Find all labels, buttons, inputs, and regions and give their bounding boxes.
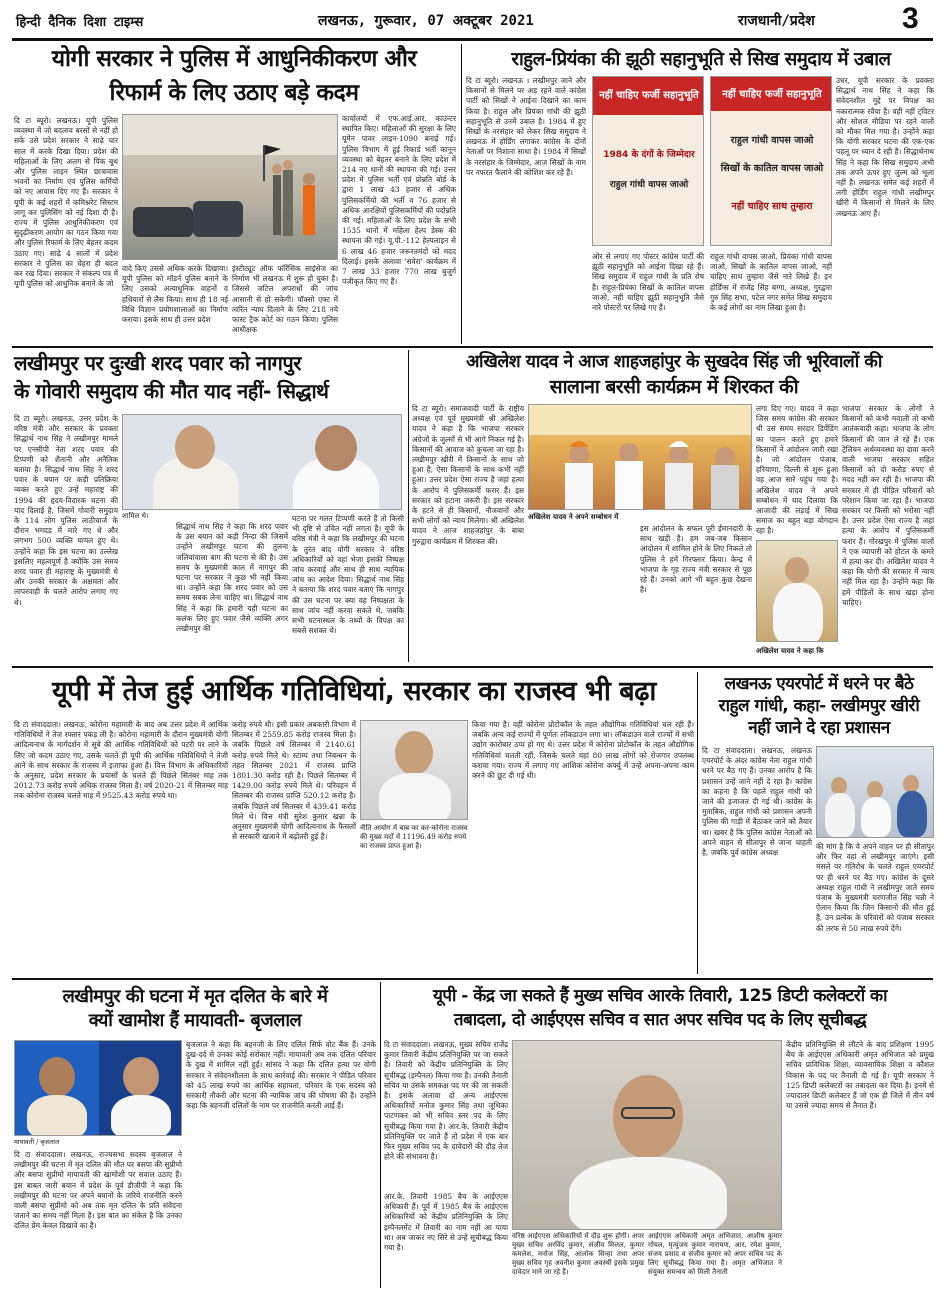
horizontal-rule-1: [12, 346, 933, 348]
headline-akhilesh-2: सालाना बरसी कार्यक्रम में शिरकत की: [549, 376, 799, 398]
tiwari-body: [569, 1157, 727, 1230]
akhilesh-photo: [528, 404, 752, 510]
headline-mayawati-1: लखीमपुर की घटना में मृत दलित के बारे में: [62, 986, 328, 1007]
headline-airport-1: लखनऊ एयरपोर्ट में धरने पर बैठे: [724, 674, 914, 694]
airport-col-1: दि टा संवाददाता। लखनऊ, लखनऊ एयरपोर्ट के अंदर कांग्रेस नेता राहुल गांधी धरने पर बैठ गए हैं। उनका आरोप है कि प्रशासन उन्हें जाने नहीं दे रहा है। कांग्रेस का कहना है कि पहले राहुल गांधी को जाने की इजाजत दी गई थी। कांग्रेस के मुताबिक, राहुल गांधी को प्रशासन अपनी पुलिस की गाड़ी में बैठाकर जाने को तैयार था। खबर है कि पुलिस कांग्रेस नेताओं को अपने वाहन से सीतापुर से जाना चाहती है, जबकि पूर्व कांग्रेस अध्यक्ष: [702, 746, 812, 858]
column-divider-bottom: [380, 982, 381, 1288]
mayawati-head: [39, 1057, 75, 1097]
caption-brijlal: बृजलाल: [40, 1138, 60, 1146]
airport-person-1-body: [825, 793, 855, 837]
revenue-col-1: दि टा संवाददाता। लखनऊ, कोरोना महामारी के बाद अब उत्तर प्रदेश में आर्थिक गतिविधियों ने तेज रफ्तार पकड़ ली है। कोरोना महामारी के दौरान मुख्यमंत्री योगी आदित्यनाथ के मार्गदर्शन में सूबे की आर्थिक गतिविधियों को पटरी पर लाने के लिए जो कदम उठाए गए, उसके चलते ही यूपी की आर्थिक गतिविधियों ने तेजी आने के साथ सरकार के राजस्व में इजाफा हुआ है। वित्त विभाग के अधिकारियों के अनुसार, प्रदेश सरकार के प्रयासों के चलते ही पिछले सितंबर माह तक 2012.73 करोड़ रुपये अधिक राजस्व मिला है। वर्ष 2020-21 में सितम्बर माह तक कोरोना राजस्व चलते माह में 9525.43 करोड़ रुपये था।: [14, 720, 228, 801]
poster-2-line-2: राहुल गांधी वापस जाओ: [730, 135, 814, 146]
column-divider-low: [697, 672, 698, 974]
headline-akhilesh-1: अखिलेश यादव ने आज शाहजहांपुर के सुखदेव सिंह जी भूरिवालों की: [466, 352, 882, 372]
horizontal-rule-2: [12, 666, 933, 668]
headline-pawar-2: के गोवारी समुदाय की मौत याद नहीं- सिद्धार्थ: [14, 379, 329, 403]
rahul-sikh-col-2: ओर से लगाए गए पोस्टर कांग्रेस पार्टी की झूठी सहानुभूति को आईना दिखा रहे हैं। सिख समुदाय में राहुल गांधी के प्रति रोष है। राहुल-प्रियंका सिखों के कातिल वापस जाओ, नहीं चाहिए झूठी सहानुभूति जैसे नारे पोस्टरों पर लिखे गए हैं।: [592, 252, 704, 313]
akhilesh-col-1: दि टा ब्यूरो। समाजवादी पार्टी के राष्ट्रीय अध्यक्ष एवं पूर्व मुख्यमंत्री श्री अखिलेश यादव ने कहा है कि भाजपा सरकार अंग्रेजों के जुल्मों से भी आगे निकल गई है। किसानों की आवाज को कुचला जा रहा है। लखीमपुर खीरी में किसानों के साथ जो हुआ है, ऐसा किसानों के साथ कभी नहीं हुआ। उत्तर प्रदेश ऐसा राज्य है जहां हत्या के आरोप में पुलिसकर्मी फरार हैं। इस सरकार को हटाना जरूरी है। इस सरकार के हटने से ही किसानों, नौजवानों और सभी लोगों को न्याय मिलेगा। श्री अखिलेश यादव ने आज शाहजहांपुर के बाबा गुरुद्वारा कार्यक्रम में शिरकत की।: [412, 404, 524, 546]
sikh-poster-photo-1: [592, 76, 704, 246]
poster-1-line-2: 1984 के दंगों के जिम्मेदार: [603, 150, 695, 160]
tiwari-col-3: केंद्रीय प्रतिनियुक्ति से लौटने के बाद प्रशिक्षण 1995 बैच के आईएएस अधिकारी अमृत अभिजात को प्रमुख सचिव प्राविधिक शिक्षा, व्यावसायिक शिक्षा व कौशल विकास के पद पर तैनाती दी गई है। यूपी सरकार ने 125 डिप्टी कलेक्टरों का तबादला कर दिया है। इनमें से ज्यादातर डिप्टी कलेक्टर हैं जो एक ही जिले में तीन वर्ष या उससे ज्यादा समय से तैनात हैं।: [786, 1040, 934, 1111]
brijlal-body: [111, 1095, 171, 1136]
pawar-head: [315, 425, 357, 471]
masthead: [0, 0, 945, 40]
police-photo: [122, 114, 338, 260]
revenue-photo: [360, 720, 468, 820]
headline-mayawati-2: क्यों खामोश हैं मायावती- बृजलाल: [88, 1010, 302, 1031]
revenue-col-2: करोड़ रुपये थी। इसी प्रकार अबकारी विभाग में सितम्बर में 2559.85 करोड़ राजस्व मिला है। जबकि पिछले वर्ष सितम्बर में 2140.61 करोड़ रुपये मिले थे। स्टाम्प तथा निबन्धन के तहत सितम्बर 2021 में राजस्व प्राप्ति 1801.30 करोड़ रही है। पिछले सितम्बर में 1429.00 करोड़ रुपये मिले थे। परिवहन में सितम्बर की राजस्व प्राप्ति 520.12 करोड़ है। जबकि पिछले वर्ष सितम्बर में 439.41 करोड़ मिले थे। वित्त मंत्री सुरेश कुमार खन्ना के अनुसार मुख्यमंत्री योगी आदित्यनाथ के फैसलों से सरकारी खजाने में बढ़ोतरी हुई है।: [232, 720, 356, 842]
page-number: 3: [902, 2, 919, 35]
police-col-2: वादे किए उससे अधिक करके दिखाया। यूपी पुलिस को मॉडर्न पुलिस बनाने के लिए उसको अत्याधुनिक वाहनों व हथियारों से लैस किया। साथ ही 18 नई विधि विज्ञान प्रयोगशालाओं का निर्माण कराया। इसके साथ ही उत्तर प्रदेश: [122, 264, 228, 325]
siddharth-head: [175, 425, 215, 469]
headline-pawar-1: लखीमपुर पर दुःखी शरद पवार को नागपुर: [14, 351, 301, 375]
headline-rahul-sikh: राहुल-प्रियंका की झूठी सहानुभूति से सिख समुदाय में उबाल: [511, 49, 891, 70]
poster-2-line-3: सिखों के कातिल वापस जाओ: [720, 163, 824, 174]
tiwari-caption-1: वरिष्ठ आईएएस अधिकारियों में दौड़ शुरू होगी। अपर मुख्य सचिव अरविंद कुमार, संजीव मित्तल, कुमार कमलेश, मनोज सिंह, आलोक सिन्हा तथा अपर मुख्य सचिव गृह अवनीश कुमार अवस्थी इसके प्रमुख दावेदार माने जा रहे हैं।: [512, 1232, 644, 1276]
headline-tiwari-1: यूपी - केंद्र जा सकते हैं मुख्य सचिव आरके तिवारी, 125 डिप्टी कलेक्टरों का: [432, 986, 888, 1006]
headline-airport-3: नहीं जाने दे रहा प्रशासन: [748, 718, 890, 738]
mayawati-col-2: बृजलाल ने कहा कि बहनजी के लिए दलित सिर्फ वोट बैंक हैं। उनके दुख-दर्द से उनका कोई सरोकार नहीं। मायावती अब तक दलित परिवार के दुख में शामिल नहीं हुईं। सांसद ने कहा कि दलित हत्या पर योगी सरकार ने संवेदनशीलता के साथ कार्रवाई की। सरकार ने पीड़ित परिवार को 45 लाख रुपये का आर्थिक सहायता, परिवार के एक सदस्य को सरकारी नौकरी और घटना की न्यायिक जांच की घोषणा की है। उन्होंने कहा कि बहनजी दलितों के नाम पर राजनीति करती आई हैं।: [186, 1040, 376, 1111]
tiwari-col-2: आर.के. तिवारी 1985 बैच के आईएएस अधिकारी हैं। पूर्व में 1985 बैच के आईएएस अधिकारियों को केंद्रीय प्रतिनियुक्ति के लिए इम्पैनलमेंट में तिवारी का नाम नहीं आ पाया था। अब जाकर नए सिरे से उन्हें सूचीबद्ध किया गया है।: [384, 1192, 508, 1253]
tiwari-caption-2: आईएएस अधिकारी अमृत अभिजात, आशीष कुमार गोयल, मृत्युंजय कुमार नारायण, आर. रमेश कुमार, संजय प्रसाद व संजीव कुमार को अपर सचिव पद के लिए सूचीबद्ध किया गया है। अमृत अभिजात ने संयुक्त समन्वय को मिली तैनाती: [648, 1232, 782, 1276]
police-col-4: कार्यालयों में एफ.आई.आर. काउन्टर स्थापित किए। महिलाओं की सुरक्षा के लिए यूमेन पावर लाइन-1090 बनाई गई। पुलिस विभाग में हुई रिकार्ड भर्ती कानून व्यवस्था को बेहतर बनाने के लिए प्रदेश में 214 नए थानों की स्थापना की गई। उत्तर प्रदेश में पुलिस भर्ती एवं प्रोन्नति बोर्ड के द्वारा 1 लाख 43 हजार से अधिक पुलिसकर्मियों की भर्ती व 76 हजार से अधिक आरक्षियों पुलिसकर्मियों की पदोन्नति की गई। महिलाओं के लिए प्रदेश के सभी 1535 थानों में महिला हेल्प डेस्क की स्थापना की गई। यू.पी.-112 हेल्पलाइन से 6 लाख 46 हजार जरूरतमंदों को मदद दिलाई। इसके अलावा 'सवेरा' कार्यक्रम में 7 लाख 33 हजार 770 लाख बुजुर्ग पंजीकृत किए गए हैं।: [342, 114, 456, 287]
police-col-1: दि टा ब्यूरो। लखनऊ। यूपी पुलिस व्यवस्था में जो बदलाव बरसों से नहीं हो सके उसे प्रदेश सरकार ने साढ़े चार साल में करके दिखा दिया। प्रदेश की महिलाओं के लिए अलग से पिंक बूथ और पुलिस लाइन स्थित छात्रावास भवनों का निर्माण एवं पुलिस कर्मियों को नए आवास दिए गए हैं। सरकार ने यूपी के कई शहरों में कमिश्नरेट सिस्टम लागू कर पुलिसिंग को नई दिशा दी है। राज्य में पुलिस आधुनिकीकरण एवं सुदृढ़ीकरण आयोग का गठन किया गया और पुलिस रिफार्म के लिए बेहतर कदम उठाए गए। साढ़े 4 सालों में प्रदेश सरकार ने पुलिस का चेहरा ही बदल कर रख दिया। सरकार ने संकल्प पत्र में यूपी पुलिस को आधुनिक बनाने के जो: [14, 116, 118, 289]
police-event-illustration: [123, 115, 338, 260]
poster-2-line-4: नहीं चाहिए साथ तुम्हारा: [731, 201, 813, 212]
akhilesh-photo-2-body: [773, 583, 823, 642]
poster-1-line-1: नहीं चाहिए फर्जी सहानुभूति: [599, 90, 699, 101]
pawar-photo: [122, 414, 402, 510]
pawar-col-3: घटना पर गलत टिप्पणी करते हैं तो किसी भी दृष्टि से उचित नहीं लगता है। यूपी के वरिष्ठ मंत्री ने कहा कि लखीमपुर की घटना के तुरंत बाद योगी सरकार ने वरिष्ठ अधिकारियों को वहां भेजा इसकी निष्पक्ष जांच करवाई और साथ ही साथ न्यायिक जांच का आदेश दिया। सिद्धार्थ नाथ सिंह ने बताया कि शरद पवार बताएं कि नागपुर की उस घटना पर क्या वह निष्पक्षता के साथ जांच नहीं करवा सकते थे, जबकि सभी घटनास्थल के तथ्यों के विपक्ष का सबसे सशक्त थे।: [292, 514, 404, 636]
pawar-col-2: सिद्धार्थ नाथ सिंह ने कहा कि शरद पवार के उस बयान को कड़ी निन्दा की जिसमें उन्होंने लखीमपुर घटना की तुलना जलियांवाला बाग की घटना से की है। उस समय के मुख्यमंत्री काल में नागपुर की घटना पर सरकार ने कुछ भी नहीं किया था। उन्होंने कहा कि शरद पवार को उस समय सबक लेना चाहिए था। सिद्धार्थ नाथ सिंह ने कहा कि हमारी यही घटना का कलंक लिए हुए पवार जैसे व्यक्ति अगर लखीमपुर की: [176, 522, 288, 634]
dateline: लखनऊ, गुरूवार, 07 अक्टूबर 2021: [318, 13, 534, 29]
tiwari-photo: [512, 1040, 782, 1230]
airport-col-2: की मांग है कि वे अपने वाहन पर ही सीतापुर और फिर वहां से लखीमपुर जाएंगे। इसी मसले पर गतिरोध के चलते राहुल एयरपोर्ट पर ही धरने पर बैठ गए। कांग्रेस के दूसरे अध्यक्ष राहुल गांधी ने लखीमपुर जाते समय पंजाब के मुख्यमंत्री चरणजीत सिंह चन्नी ने ऐलान किया कि जिन किसानों की मौत हुई है, उन प्रत्येक के परिवारों को पंजाब सरकार की तरफ से 50 लाख रुपये देंगे।: [816, 842, 934, 933]
caption-mayawati: मायावती: [14, 1138, 35, 1146]
pawar-photo-caption: शामिल थे।: [122, 512, 149, 520]
section-label: राजधानी/प्रदेश: [738, 13, 815, 29]
headline-airport-2: राहुल गांधी, कहा- लखीमपुर खीरी: [718, 696, 920, 716]
akhilesh-col-2: लगा दिए गए। यादव ने कहा जिस समय कांग्रेस की सरकार थी उस समय सरदार डिपेंडिंग का पालन करते हुए हमारे किसानों ने आंदोलन जारी रखा है। जो आंदोलन पंजाब, हरियाणा, दिल्ली से शुरू हुआ वह आज सारे पहुंच गया है। अखिलेश यादव ने अपने सम्बोधन में याद दिलाया कि आजादी की लड़ाई में सिख समाज का बहुत बड़ा योगदान रहा है।: [756, 404, 838, 536]
paper-name: हिन्दी दैनिक दिशा टाइम्स: [16, 15, 144, 30]
airport-photo: [816, 746, 934, 838]
headline-tiwari-2: तबादला, दो आईएएस सचिव व सात अपर सचिव पद के लिए सूचीबद्ध: [453, 1010, 867, 1030]
mayawati-photo: [14, 1040, 182, 1136]
mayawati-body: [27, 1095, 87, 1136]
akhilesh-photo-2: [756, 540, 838, 642]
airport-person-3-body: [897, 791, 927, 837]
akhilesh-caption-2: अखिलेश यादव ने कहा कि: [756, 646, 824, 655]
revenue-col-3: किया गया है। वहीं कोरोना प्रोटोकॉल के तहत औद्योगिक गतिविधियां चल रही हैं। जबकि अन्य कई राज्यों में पूर्णतः लॉकडाउन लगा था। लॉकडाउन वाले राज्यों में सभी उद्योग कारोबार ठप्प हो गए थे। उत्तर प्रदेश में कोरोना प्रोटोकॉल के तहत औद्योगिक गतिविधियां चलती रहीं, जिसके चलते यहां 80 लाख लोगों को रोजगार उपलब्ध कराया गया। राज्य में लगाए गए आंशिक कोरोना कर्फ्यू में उन्हें अपना-अपना काम करने की छूट दी गई थी।: [472, 720, 694, 781]
akhilesh-stage-illustration: [529, 405, 752, 510]
sikh-poster-photo-2: [710, 76, 832, 246]
brijlal-head: [123, 1057, 159, 1097]
akhilesh-caption-1: अखिलेश यादव ने अपने सम्बोधन में: [528, 512, 619, 521]
rahul-sikh-col-1: दि टा ब्यूरो। लखनऊ । लखीमपुर जाने और किसानों से मिलने पर अड़ रहने वाले कांग्रेस पार्टी को सिखों ने आईना दिखाने का काम किया है। राहुल और प्रियंका गांधी की झूठी सहानुभूति से उनमें उबाल है। 1984 में हुए सिखों के नरसंहार को लेकर सिख समुदाय ने लखनऊ में होर्डिंग लगाकर कांग्रेस के दोनों नेताओं पर निशाना साधा है। 1984 में सिखों के नरसंहार के जिम्मेदार, आज सिखों के नाम पर नफरत फैलाने की कोशिश कर रहे हैं।: [466, 76, 586, 177]
airport-person-2-body: [861, 797, 891, 837]
revenue-photo-caption: नीति आयोग में बाब का कर-कोरोना राजस्व की मुख्य मदों में 11196.49 करोड़ रुपये का राजस्व प्राप्त हुआ है।: [360, 824, 468, 850]
akhilesh-col-3: इस आंदोलन के सफल पूरी ईमानदारी के साथ खड़ी है। हम जब-जब किसान आंदोलन में शामिल होने के लिए निकले तो पुलिस ने हमें गिरफ्तार किया। केन्द्र में भाजपा के गृह राज्य मंत्री सरकार से पूछ रहे हैं। उनको आगे भी बहुत कुछ देखना है।: [640, 524, 752, 595]
masthead-rule: [12, 38, 933, 41]
poster-2-line-1: नहीं चाहिए फर्जी सहानुभूति: [722, 89, 822, 100]
police-col-3: इंस्टीट्यूट ऑफ फॉरेंसिक साइंसेज का निर्माण भी लखनऊ में शुरू हो चुका है। जिससे जटिल अपराधों की जांच आसानी से हो सकेगी। पॉक्सो एक्ट में त्वरित न्याय दिलाने के लिए 218 नये फास्ट ट्रैक कोर्ट का गठन किया। पुलिस आधीक्षक: [232, 264, 338, 335]
headline-police-2: रिफार्म के लिए उठाए बड़े कदम: [109, 80, 359, 106]
akhilesh-col-4: भाजपा सरकार के लोगों ने किसानों को कभी मवाली तो कभी आतंकवादी कहा। भाजपा के लोग किसानों की जान ले रहे हैं। एक ट्रेलियन अर्थव्यवस्था का दावा करने वाली भाजपा सरकार सहित किसानों को दो करोड़ रुपए से मदद नहीं कर रही है। भाजपा की सरकार में ही पीड़ित परिवारों को परेशान किया जा रहा है। भाजपा सरकार पर किसी को भरोसा नहीं है। उत्तर प्रदेश ऐसा राज्य है जहां हत्या के आरोप में पुलिसकर्मी फरार हैं। गोरखपुर में पुलिस वालों ने एक व्यापारी को होटल के कमरे में हत्या कर दी। अखिलेश यादव ने कहा कि योगी की सरकार में न्याय नहीं मिल रहा है। उन्होंने कहा कि हमें पीड़ितों के साथ खड़ा होना चाहिए।: [842, 404, 934, 607]
column-divider-mid: [408, 350, 409, 662]
tiwari-col-1: दि टा संवाददाता। लखनऊ, मुख्य सचिव राजेंद्र कुमार तिवारी केंद्रीय प्रतिनियुक्ति पर जा सकते हैं। तिवारी को केंद्रीय प्रतिनियुक्ति के लिए सूचीबद्ध (इम्पैनल) किया गया है। उनकी तैनाती सचिव या उसके समकक्ष पद पर की जा सकती है। इसके अलावा दो अन्य आईएएस अधिकारियों मनोज कुमार सिंह तथा जूथिका पाटणकर को भी सचिव स्तर पद के लिए सूचीबद्ध किया गया है। आर.के. तिवारी केंद्रीय प्रतिनियुक्ति पर जाते हैं तो प्रदेश में एक बार फिर मुख्य सचिव पद के दावेदारों की दौड़ तेज होने की संभावना है।: [384, 1040, 508, 1162]
tiwari-glasses: [621, 1107, 675, 1119]
headline-revenue: यूपी में तेज हुई आर्थिक गतिविधियां, सरकार का राजस्व भी बढ़ा: [52, 676, 656, 707]
rahul-sikh-col-4: उधर, यूपी सरकार के प्रवक्ता सिद्धार्थ नाथ सिंह ने कहा कि संवेदनशील मुद्दे पर विपक्ष का नकारात्मक रवैया है। वहीं नहीं ट्विटर और सोशल मीडिया पर रहने वालों को मौका मिल गया है। उन्होंने कहा कि योगी सरकार घटना की एक-एक पहलू पर ध्यान दे रही है। सिद्धार्थनाथ सिंह ने कहा कि सिख समुदाय अभी तक अपने ऊपर हुए जुल्म को भूला नहीं है। लखनऊ समेत कई शहरों में लगी होर्डिंग राहुल गांधी लखीमपुर खीरी में किसानों से मिलने के लिए लखनऊ आए हैं।: [836, 76, 934, 218]
mayawati-col-1: दि टा संवाददाता। लखनऊ, राज्यसभा सदस्य बृजलाल ने लखीमपुर की घटना में मृत दलित की मौत पर बसपा की सुप्रीमो और बसपा सुप्रीमो मायावती की खामोशी पर सवाल उठाए हैं। इस बाबत जारी बयान में प्रदेश के पूर्व डीजीपी ने कहा कि लखीमपुर की घटना पर अपने बयानों के जरिये राजनीति करने वाली बसपा सुप्रीमो को अब तक मृत दलित के प्रति संवेदना जताने का समय नहीं मिला है। इस बात का संकेत है कि उनका दलित प्रेम केवल दिखावे का है।: [14, 1150, 182, 1231]
khanna-body: [379, 773, 451, 820]
mayawati-caption: मायावती / बृजलाल: [14, 1138, 60, 1146]
column-divider-top: [461, 44, 462, 344]
akhilesh-photo-2-head: [785, 557, 809, 583]
horizontal-rule-3: [12, 978, 933, 980]
headline-police-1: योगी सरकार ने पुलिस में आधुनिकीकरण और: [51, 46, 417, 72]
pawar-col-1: दि टा ब्यूरो। लखनऊ, उत्तर प्रदेश के वरिष्ठ मंत्री और सरकार के प्रवक्ता सिद्धार्थ नाथ सिंह ने लखीमपुर मामले पर एनसीपी नेता शरद पवार की टिप्पणी को शैतानी और अनैतिक बताया है। सिद्धार्थ नाथ सिंह ने शरद पवार के बयान पर कड़ी प्रतिक्रिया व्यक्त करते हुए उन्हें महाराष्ट्र की 1994 की हृदय-विदारक घटना की याद दिलाई है, जिसमें गोवारी समुदाय के 114 लोग पुलिस लाठीचार्ज के दौरान भगदड़ में मारे गए थे और लगभग 500 व्यक्ति घायल हुए थे। उन्होंने कहा कि इस घटना का उल्लेख इसलिए महत्वपूर्ण है क्योंकि उस समय शरद पवार ही महाराष्ट्र के मुख्यमंत्री थे और उनकी सरकार के अक्षमता और लापरवाही के चलते आरोप लगाए गए थे।: [14, 414, 118, 607]
khanna-head: [395, 731, 433, 775]
rahul-sikh-col-3: राहुल गांधी वापस जाओ, प्रियंका गांधी वापस जाओ, सिखों के कातिल वापस जाओ, नहीं चाहिए साथ तुम्हारा जैसे नारे लिखे हैं। इन होर्डिंग्स में राजेंद्र सिंह बग्गा, अध्यक्ष, गुरद्वारा गुरु सिंह सभा, पटेल नगर समेत सिख समुदाय के कई लोगों का नाम लिखा हुआ है।: [710, 252, 832, 313]
poster-1-line-3: राहुल गांधी वापस जाओ: [609, 180, 689, 190]
